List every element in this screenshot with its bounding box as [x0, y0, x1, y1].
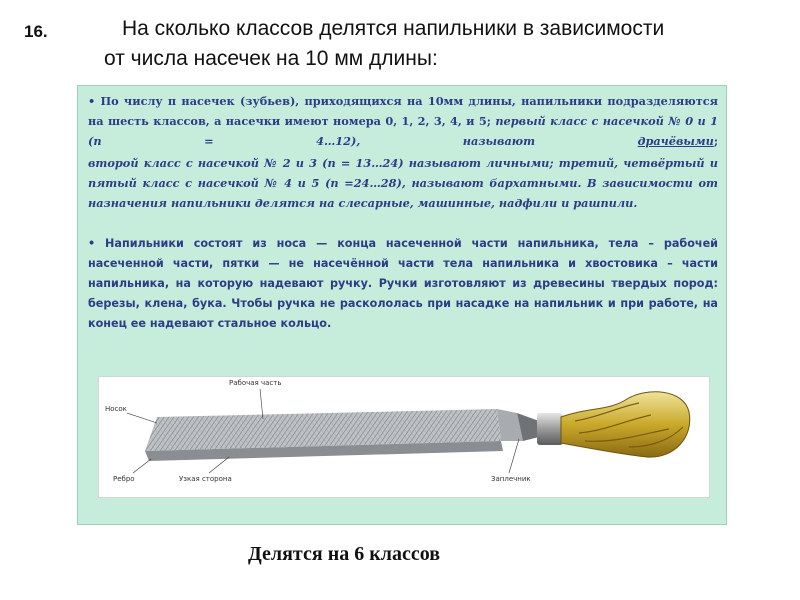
question-heading	[104, 14, 784, 74]
handle-ferrule	[537, 413, 563, 445]
paragraph-subclasses	[88, 153, 718, 213]
label-narrow-side: Узкая сторона	[179, 475, 232, 483]
answer-text: Делятся на 6 классов	[248, 543, 441, 565]
label-working-part: Рабочая часть	[229, 379, 282, 387]
question-line-2: от числа насечек на 10 мм длины:	[104, 47, 438, 70]
paragraph-structure: • Напильники состоят из носа — конца насеченной части напильника, тела – рабочей насеченной части, пятки — не насечённой части тела напильника и хвостовика – части напильника, на которую надевают ручку. Ручки изготовляют из древесины твердых пород: березы, клена, бука. Чтобы ручка не раскололась при насадке на напильник и при работе, на конец ее надевают стальное кольцо.	[88, 237, 718, 330]
paragraph-classes	[88, 91, 718, 151]
file-illustration	[98, 376, 710, 498]
third-class-text: третий, четвёртый и пятый класс с насечкой № 4 и 5 (n =24…28), называют бархатными.	[88, 156, 718, 190]
second-class-text: второй класс с насечкой № 2 и 3 (n = 13…24) называют личными;	[88, 156, 554, 170]
first-class-end: ;	[713, 134, 718, 148]
paragraph-classes-lead: • По числу п насечек (зубьев), приходящихся на 10мм длины, напильники подразделяются на шесть классов, а насечки имеют номера 0, 1, 2, 3, 4, и 5;	[88, 94, 718, 128]
label-nose: Носок	[105, 405, 127, 413]
first-class-name: драчёвыми	[637, 134, 714, 148]
label-edge: Ребро	[113, 475, 135, 483]
question-line-1: На сколько классов делятся напильники в зависимости	[122, 17, 665, 40]
first-class-text: первый класс с насечкой № 0 и 1 (n = 4…12), называют	[88, 114, 718, 148]
slide-number: 16.	[24, 22, 48, 41]
info-panel	[77, 85, 727, 525]
file-handle	[561, 392, 690, 457]
label-heel: Заплечник	[491, 475, 531, 483]
purpose-text: В зависимости от назначения напильники делятся на слесарные, машинные, надфили и рашпили.	[88, 176, 718, 210]
